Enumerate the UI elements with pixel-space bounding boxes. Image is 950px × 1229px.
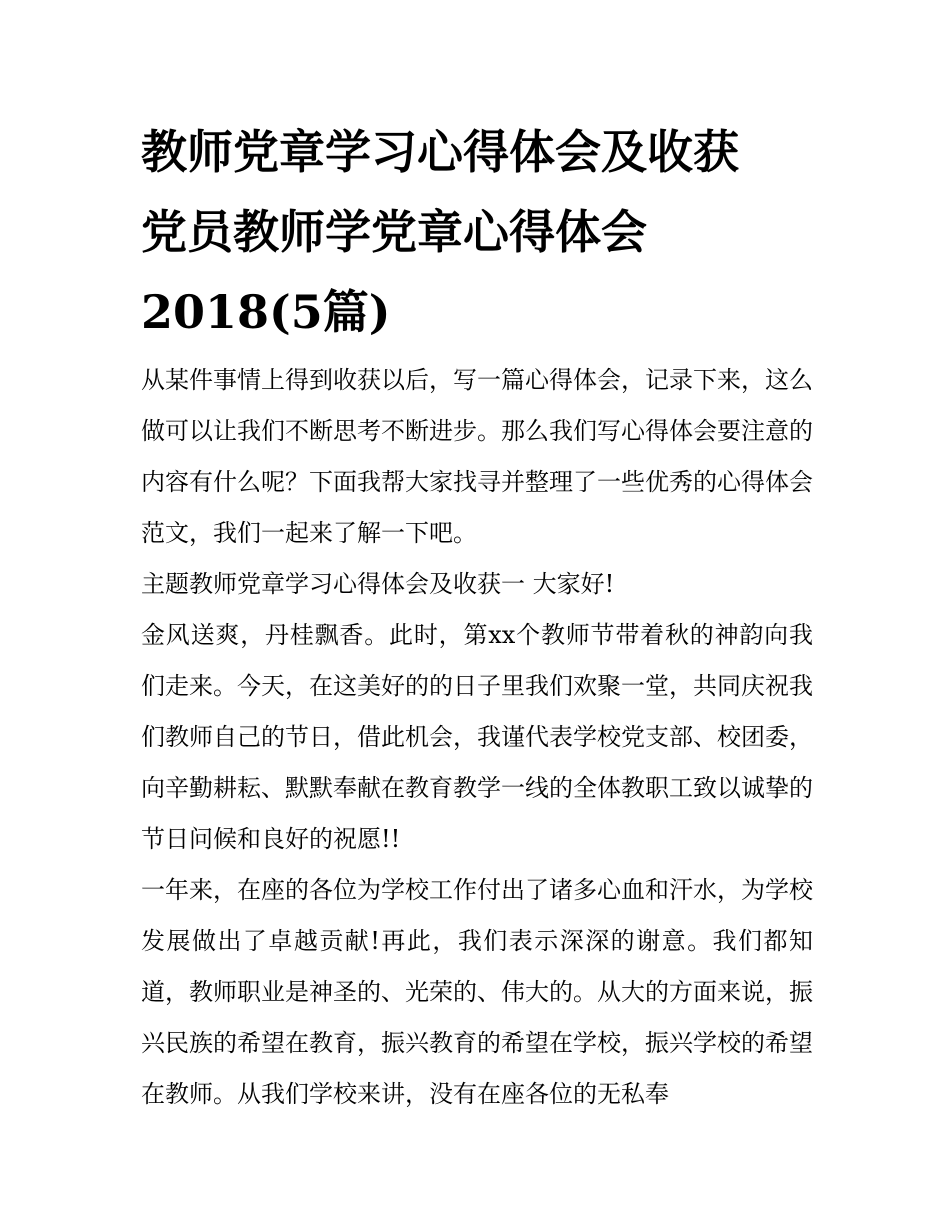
- section-heading-paragraph: 主题教师党章学习心得体会及收获一 大家好!: [141, 570, 615, 598]
- intro-paragraph: 从某件事情上得到收获以后，写一篇心得体会，记录下来，这么做可以让我们不断思考不断进步。那么我们写心得体会要注意的内容有什么呢？下面我帮大家找寻并整理了一些优秀的心得体会范文，我们一起来了解一下吧。: [141, 366, 813, 547]
- title-line-3: 2018(5篇): [141, 285, 391, 339]
- title-line-2: 党员教师学党章心得体会: [141, 205, 647, 259]
- document-body: [141, 355, 813, 1120]
- body-paragraph-1: 金风送爽，丹桂飘香。此时，第xx个教师节带着秋的神韵向我们走来。今天，在这美好的的日子里我们欢聚一堂，共同庆祝我们教师自己的节日，借此机会，我谨代表学校党支部、校团委，向辛勤耕耘、默默奉献在教育教学一线的全体教职工致以诚挚的节日问候和良好的祝愿!!: [141, 621, 813, 853]
- body-paragraph-2: 一年来，在座的各位为学校工作付出了诸多心血和汗水，为学校发展做出了卓越贡献!再此，我们表示深深的谢意。我们都知道，教师职业是神圣的、光荣的、伟大的。从大的方面来说，振兴民族的希望在教育，振兴教育的希望在学校，振兴学校的希望在教师。从我们学校来讲，没有在座各位的无私奉: [141, 876, 813, 1108]
- title-line-1: 教师党章学习心得体会及收获: [141, 125, 739, 179]
- document-title: [141, 112, 841, 352]
